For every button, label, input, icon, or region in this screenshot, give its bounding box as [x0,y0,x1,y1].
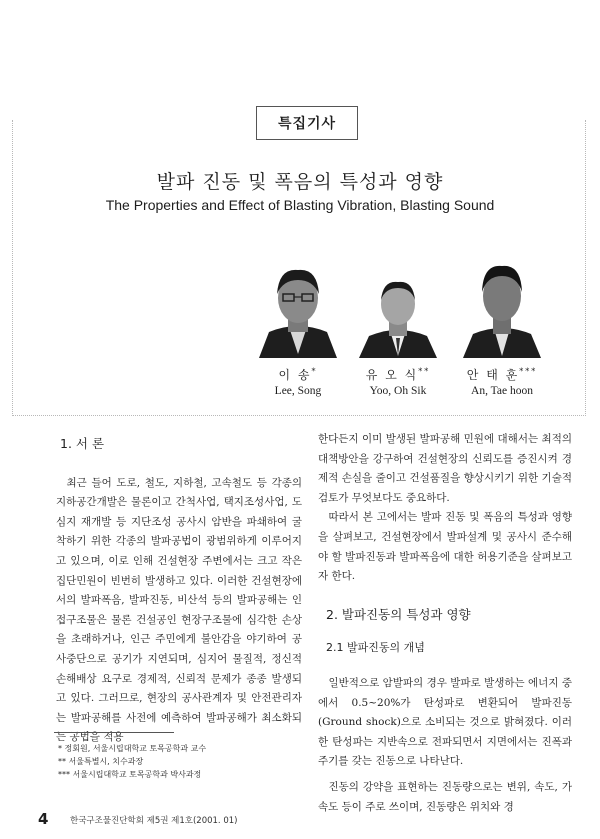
category-label: 특집기사 [256,106,358,140]
footnote: *** 서울시립대학교 토목공학과 박사과정 [58,770,202,779]
author-name-en: Yoo, Oh Sik [369,385,427,397]
footnote: * 정회원, 서울시립대학교 토목공학과 교수 [58,744,207,753]
body-paragraph: 진동의 강약을 표현하는 진동량으로는 변위, 속도, 가속도 등이 주로 쓰이며, 진동량은 위치와 경 [318,780,572,813]
article-title-english: The Properties and Effect of Blasting Vibration, Blasting Sound [105,197,495,213]
footnote-divider [54,732,174,733]
page-number: 4 [38,810,49,828]
author-name-en: An, Tae hoon [471,385,533,397]
article-title-korean: 발파 진동 및 폭음의 특성과 영향 [156,171,444,193]
author-card [442,258,562,397]
author-photo [459,258,545,358]
section-heading: 2. 발파진동의 특성과 영향 [326,606,471,622]
body-paragraph: 한다든지 이미 발생된 발파공해 민원에 대해서는 최적의 대책방안을 강구하여 건설현장의 신뢰도를 증진시켜 경제적 손실을 줄이고 건설품질을 향상시키기 위한 기술적 검토가 무엇보다도 중요하다. [318,433,572,504]
body-paragraph: 최근 들어 도로, 철도, 지하철, 고속철도 등 각종의 지하공간개발은 물론이고 간척사업, 택지조성사업, 도심지 재개발 등 지단조성 공사시 암반을 파쇄하여 굴착하기 위한 각종의 발파공법이 광범위하게 이루어지고 있으며, 이로 인해 건설현장 주변에서는 크고 작은 집단민원이 빈번히 발생하고 있다. 이러한 건설현장에서의 발파폭음, 발파진동, 비산석 등의 발파공해는 인접구조물은 물론 건설공인 현장구조물에 심각한 손상을 초래하거나, 인근 주민에게 불안감을 야기하여 공사중단으로 공기가 지연되며, 심지어 물질적, 정신적 손해배상 요구로 경제적, 신뢰적 문제가 종종 발생되고 있다. 그러므로, 현장의 공사관계자 및 안전관리자는 발파공해를 사전에 예측하여 발파공해가 최소화되는 공법을 적용 [56,476,302,744]
author-card [338,258,458,397]
right-column [318,430,572,817]
author-name-ko: 유 오 식 [365,368,419,382]
author-name-en: Lee, Song [274,385,322,397]
subsection-heading: 2.1 발파진동의 개념 [326,641,425,655]
author-name-ko: 이 송 [278,368,312,382]
footnotes [58,742,206,781]
author-photo [355,258,441,358]
left-column [56,430,302,748]
author-name-ko: 안 태 훈 [466,368,520,382]
footnote: ** 서울특별시, 치수과장 [58,757,144,766]
author-footnote-mark: *** [519,367,538,376]
body-paragraph: 따라서 본 고에서는 발파 진동 및 폭음의 특성과 영향을 살펴보고, 건설현장에서 발파설계 및 공사시 준수해야 할 발파진동과 발파폭음에 대한 허용기준을 살펴보고자 한다. [318,511,572,583]
journal-citation: 한국구조물진단학회 제5권 제1호(2001. 01) [70,816,238,826]
author-photo [255,258,341,358]
author-footnote-mark: * [311,367,318,376]
section-heading: 1. 서 론 [60,436,105,451]
author-footnote-mark: ** [418,367,431,376]
body-paragraph: 일반적으로 암발파의 경우 발파로 발생하는 에너지 중에서 0.5~20%가 탄성파로 변환되어 발파진동(Ground shock)으로 소비되는 것으로 밝혀졌다. 이러한 탄성파는 지반속으로 전파되면서 지면에서는 진폭과 주기를 갖는 진동으로 나타난다. [318,676,572,768]
